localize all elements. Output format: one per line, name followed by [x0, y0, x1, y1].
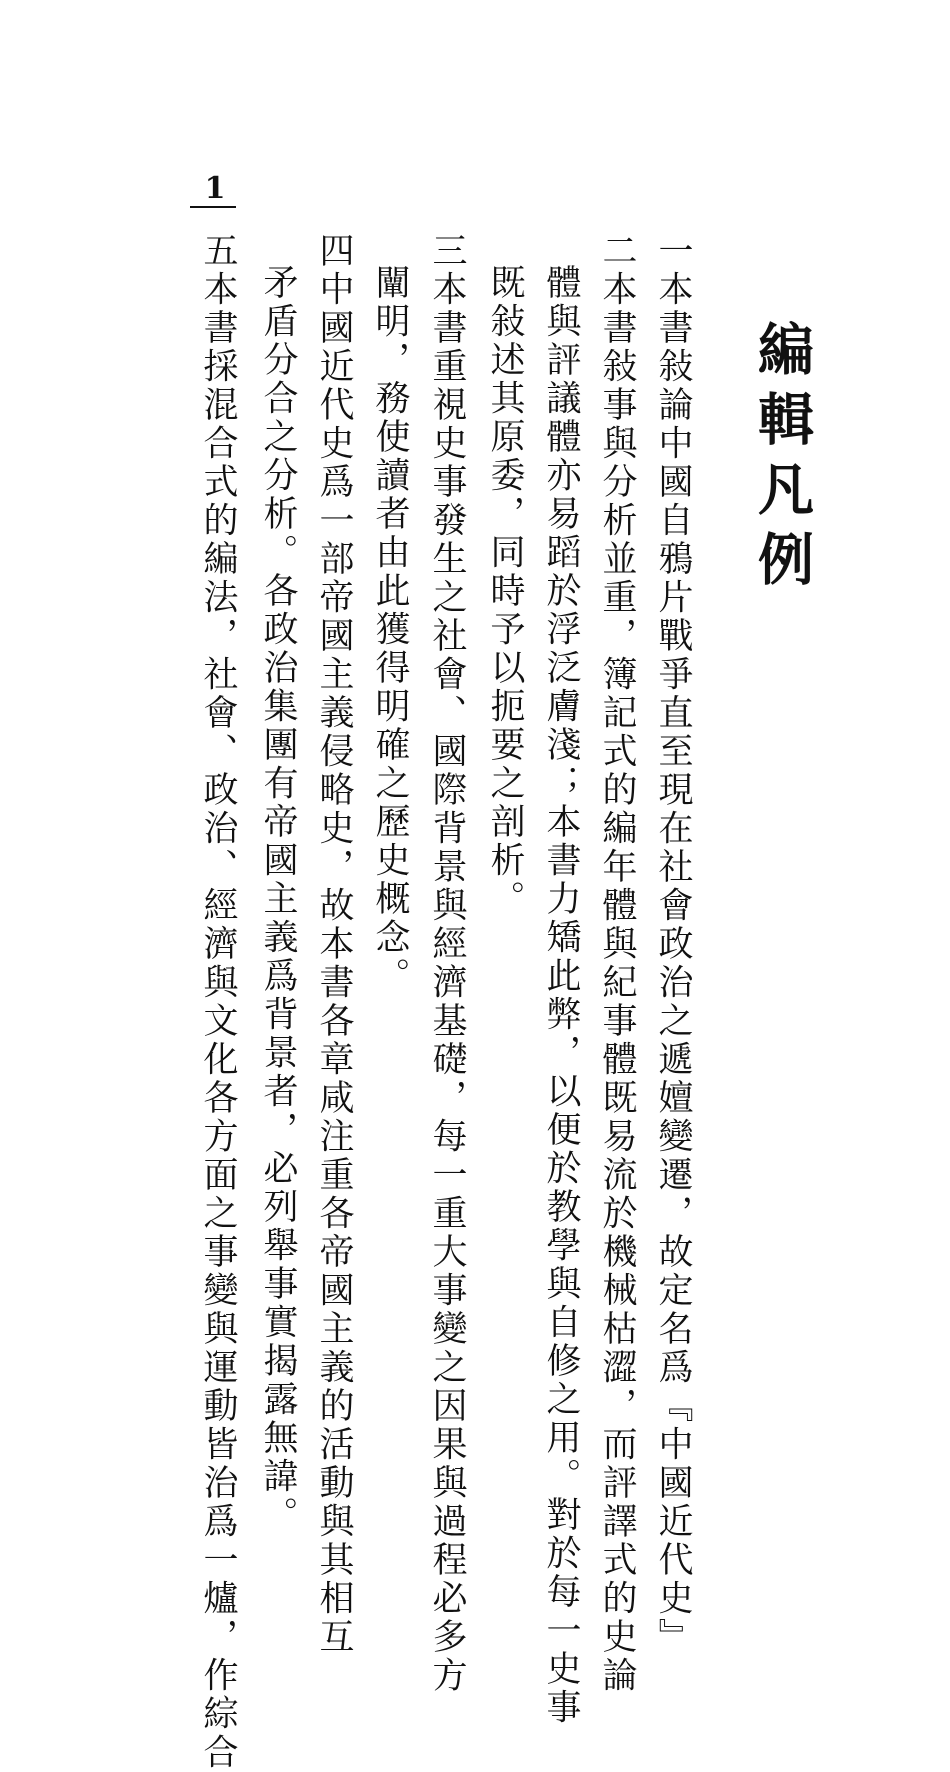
- paragraph-column: 四中國近代史爲一部帝國主義侵略史，故本書各章咸注重各帝國主義的活動與其相互: [314, 232, 354, 1657]
- page-number: 1: [204, 171, 226, 206]
- paragraph-column: 三本書重視史事發生之社會、國際背景與經濟基礎，每一重大事變之因果與過程必多方: [427, 232, 467, 1695]
- paragraph-column: 二本書敍事與分析並重，簿記式的編年體與紀事體既易流於機械枯澀，而評譯式的史論: [597, 232, 637, 1695]
- paragraph-column: 五本書採混合式的編法，社會、政治、經濟與文化各方面之事變與運動皆治爲一爐，作綜合: [198, 232, 238, 1772]
- paragraph-column: 一本書敍論中國自鴉片戰爭直至現在社會政治之遞嬗變遷，故定名爲『中國近代史』: [653, 232, 693, 1657]
- paragraph-column: 闡明，務使讀者由此獲得明確之歷史概念。: [370, 264, 410, 996]
- page-number-rule: [190, 206, 236, 208]
- paragraph-column: 矛盾分合之分析。各政治集團有帝國主義爲背景者，必列舉事實揭露無諱。: [258, 264, 298, 1535]
- page-title: 編輯凡例: [749, 320, 815, 600]
- paragraph-column: 既敍述其原委，同時予以扼要之剖析。: [485, 264, 525, 919]
- paragraph-column: 體與評議體亦易蹈於浮泛膚淺；本書力矯此弊，以便於教學與自修之用。對於每一史事: [541, 264, 581, 1727]
